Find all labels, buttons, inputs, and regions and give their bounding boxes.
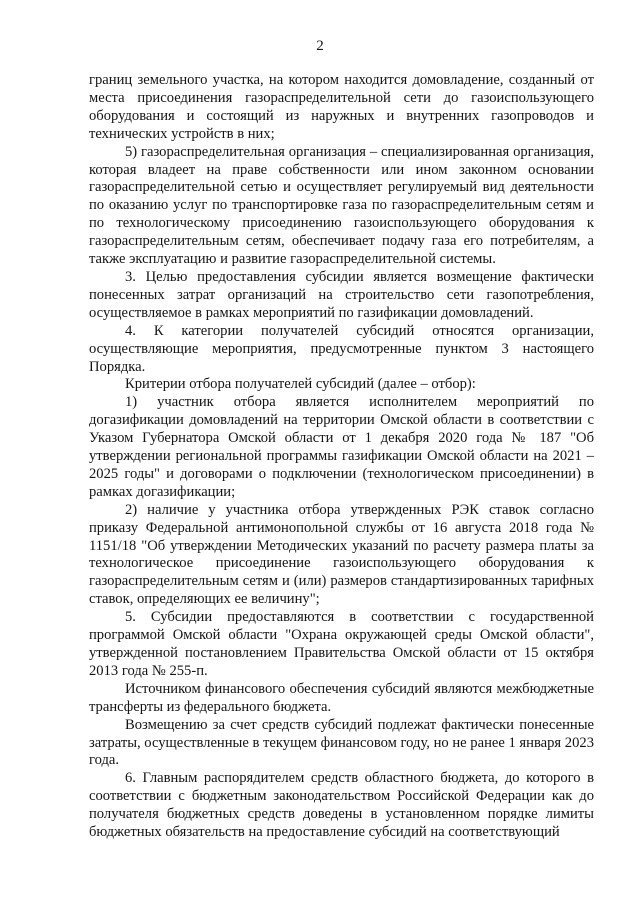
- paragraph-criterion-1: 1) участник отбора является исполнителем мероприятий по догазификации домовладений на территории Омской области в соответствии с Указом Губернатора Омской области от 1 декабря 2020 года № 187 "Об утверждении региональной программы газификации Омской области на 2021 – 2025 годы" и договорами о подключении (технологическом присоединении) в рамках догазификации;: [89, 394, 594, 500]
- paragraph-gas-distribution-organization: 5) газораспределительная организация – специализированная организация, которая владеет на праве собственности или ином законном основании газораспределительной сетью и осуществляет регулируемый вид деятельности по оказанию услуг по транспортировке газа по газораспределительным сетям и по технологическому присоединению газоиспользующего оборудования к газораспределительным сетям, обеспечивает подачу газа его потребителям, а также эксплуатацию и развитие газораспределительной системы.: [89, 143, 594, 268]
- paragraph-main-administrator: 6. Главным распорядителем средств областного бюджета, до которого в соответствии с бюджетным законодательством Российской Федерации как до получателя бюджетных средств доведены в установленном порядке лимиты бюджетных обязательств на предоставление субсидий на соответствующий: [89, 770, 594, 841]
- paragraph-gas-network-definition-end: границ земельного участка, на котором находится домовладение, созданный от места присоединения газораспределительной сети до газоиспользующего оборудования и состоящий из наружных и внутренних газопроводов и технических устройств в них;: [89, 72, 594, 142]
- paragraph-funding-source: Источником финансового обеспечения субсидий являются межбюджетные трансферты из федерального бюджета.: [89, 680, 594, 715]
- page-number: 2: [316, 38, 324, 54]
- paragraph-subsidy-program: 5. Субсидии предоставляются в соответствии с государственной программой Омской области "Охрана окружающей среды Омской области", утвержденной постановлением Правительства Омской области от 15 октября 2013 года № 255-п.: [89, 609, 594, 679]
- document-body: [89, 72, 594, 842]
- paragraph-selection-criteria: Критерии отбора получателей субсидий (далее – отбор):: [125, 376, 476, 393]
- paragraph-subsidy-purpose: 3. Целью предоставления субсидии является возмещение фактически понесенных затрат организаций на строительство сети газопотребления, осуществляемое в рамках мероприятий по газификации домовладений.: [89, 268, 594, 321]
- paragraph-recipient-category: 4. К категории получателей субсидий относятся организации, осуществляющие мероприятия, предусмотренные пунктом 3 настоящего Порядка.: [89, 322, 594, 375]
- paragraph-criterion-2: 2) наличие у участника отбора утвержденных РЭК ставок согласно приказу Федеральной антимонопольной службы от 16 августа 2018 года № 1151/18 "Об утверждении Методических указаний по расчету размера платы за технологическое присоединение газоиспользующего оборудования к газораспределительным сетям и (или) размеров стандартизированных тарифных ставок, определяющих ее величину";: [89, 501, 594, 608]
- paragraph-reimbursement: Возмещению за счет средств субсидий подлежат фактически понесенные затраты, осуществленные в текущем финансовом году, но не ранее 1 января 2023 года.: [89, 716, 594, 769]
